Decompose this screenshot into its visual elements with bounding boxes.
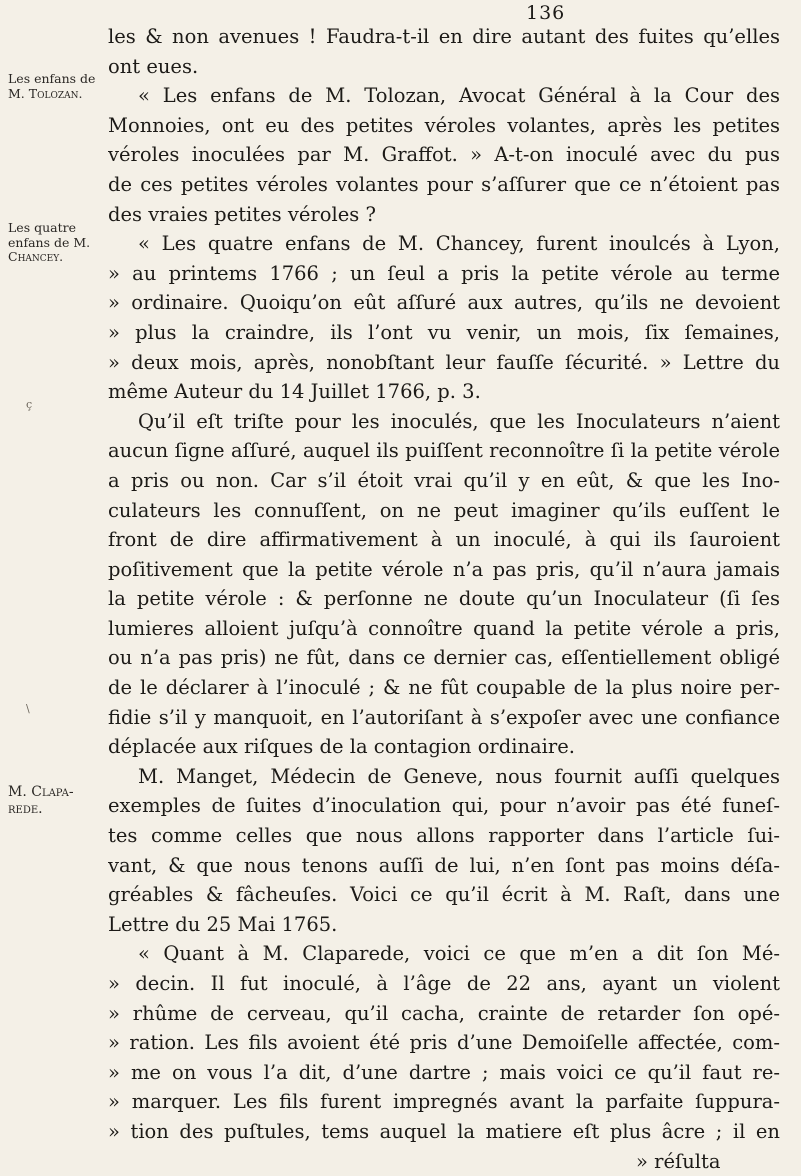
text-line: Monnoies, ont eu des petites véroles volantes, après les petites	[108, 113, 780, 137]
text-line: fidie s’il y manquoit, en l’autoriſant à s’expoſer avec une confiance	[108, 705, 780, 729]
text-line: gréables & fâcheuſes. Voici ce qu’il écrit à M. Raſt, dans une	[108, 883, 780, 907]
text-line: » rhûme de cerveau, qu’il cacha, crainte de retarder ſon opé-	[108, 1001, 780, 1025]
text-line: véroles inoculées par M. Graffot. » A-t-on inoculé avec du pus	[108, 143, 780, 167]
text-line: ou n’a pas pris) ne fût, dans ce dernier cas, eſſentiellement obligé	[108, 646, 780, 670]
text-line: » plus la craindre, ils l’ont vu venir, un mois, ſix ſemaines,	[108, 320, 780, 344]
text-line: exemples de ſuites d’inoculation qui, pour n’avoir pas été funeſ-	[108, 794, 780, 818]
margin-note-line: Les quatre	[8, 220, 76, 235]
text-line: même Auteur du 14 Juillet 1766, p. 3.	[108, 380, 481, 404]
text-line: ont eues.	[108, 54, 199, 78]
text-line: poſitivement que la petite vérole n’a pas pris, qu’il n’aura jamais	[108, 557, 780, 581]
text-line: tes comme celles que nous allons rapporter dans l’article ſui-	[108, 824, 780, 848]
stray-mark: \	[26, 702, 30, 715]
text-line: « Les quatre enfans de M. Chancey, furent inoulcés à Lyon,	[138, 232, 780, 256]
text-line: » marquer. Les fils furent impregnés avant la parfaite ſuppura-	[108, 1090, 780, 1114]
margin-note-tolozan	[8, 72, 103, 101]
margin-note-line: M. Clapa-	[8, 784, 74, 800]
text-line: front de dire affirmativement à un inoculé, à qui ils ſauroient	[108, 528, 780, 552]
text-line: » me on vous l’a dit, d’une dartre ; mais voici ce qu’il faut re-	[108, 1060, 780, 1084]
text-line: « Les enfans de M. Tolozan, Avocat Général à la Cour des	[138, 84, 780, 108]
text-line: a pris ou non. Car s’il étoit vrai qu’il y en eût, & que les Ino-	[108, 468, 780, 492]
text-line: de le déclarer à l’inoculé ; & ne fût coupable de la plus noire per-	[108, 676, 780, 700]
margin-note-line: rede.	[8, 801, 43, 817]
catchword: » réſulta	[636, 1149, 721, 1173]
text-line: aucun ſigne aſſuré, auquel ils puiſſent reconnoître ſi la petite vérole	[108, 439, 780, 463]
margin-note-chancey	[8, 221, 103, 265]
margin-note-line: enfans de M.	[8, 234, 91, 250]
text-line: » decin. Il fut inoculé, à l’âge de 22 ans, ayant un violent	[108, 972, 780, 995]
text-line: « Quant à M. Claparede, voici ce que m’en a dit ſon Mé-	[138, 942, 780, 966]
text-line: » ordinaire. Quoiqu’on eût aſſuré aux autres, qu’ils ne devoient	[108, 291, 780, 315]
margin-note-line: M. Tolozan.	[8, 85, 83, 101]
text-line: Lettre du 25 Mai 1765.	[108, 912, 338, 936]
text-line: culateurs les connuſſent, on ne peut imaginer qu’ils euſſent le	[108, 498, 780, 522]
page-number: 136	[526, 2, 566, 24]
text-line: la petite vérole : & perſonne ne doute qu’un Inoculateur (ſi ſes	[108, 587, 780, 611]
text-line: » ration. Les fils avoient été pris d’une Demoiſelle affectée, com-	[108, 1031, 780, 1055]
text-line: de ces petites véroles volantes pour s’aſſurer que ce n’étoient pas	[108, 172, 780, 196]
text-line: » deux mois, après, nonobſtant leur fauſſe ſécurité. » Lettre du	[108, 350, 780, 374]
text-line: déplacée aux riſques de la contagion ordinaire.	[108, 735, 575, 759]
text-line: vant, & que nous tenons auſſi de lui, n’en ſont pas moins déſa-	[108, 853, 780, 877]
text-line: lumieres alloient juſqu’à connoître quand la petite vérole a pris,	[108, 616, 780, 640]
margin-note-line: Les enfans de	[8, 71, 96, 86]
text-line: » au printems 1766 ; un ſeul a pris la petite vérole au terme	[108, 261, 780, 285]
margin-note-claparede	[8, 784, 103, 818]
margin-note-line: Chancey.	[8, 249, 64, 265]
text-line: les & non avenues ! Faudra-t-il en dire autant des fuites qu’elles	[108, 25, 780, 48]
text-line: M. Manget, Médecin de Geneve, nous fournit auſſi quelques	[138, 764, 780, 788]
text-line: Qu’il eſt triſte pour les inoculés, que les Inoculateurs n’aient	[138, 409, 780, 433]
main-text	[108, 22, 780, 1176]
text-line: » tion des puſtules, tems auquel la matiere eſt plus âcre ; il en	[108, 1119, 780, 1143]
stray-mark: ç	[26, 398, 33, 411]
text-line: des vraies petites véroles ?	[108, 202, 376, 226]
